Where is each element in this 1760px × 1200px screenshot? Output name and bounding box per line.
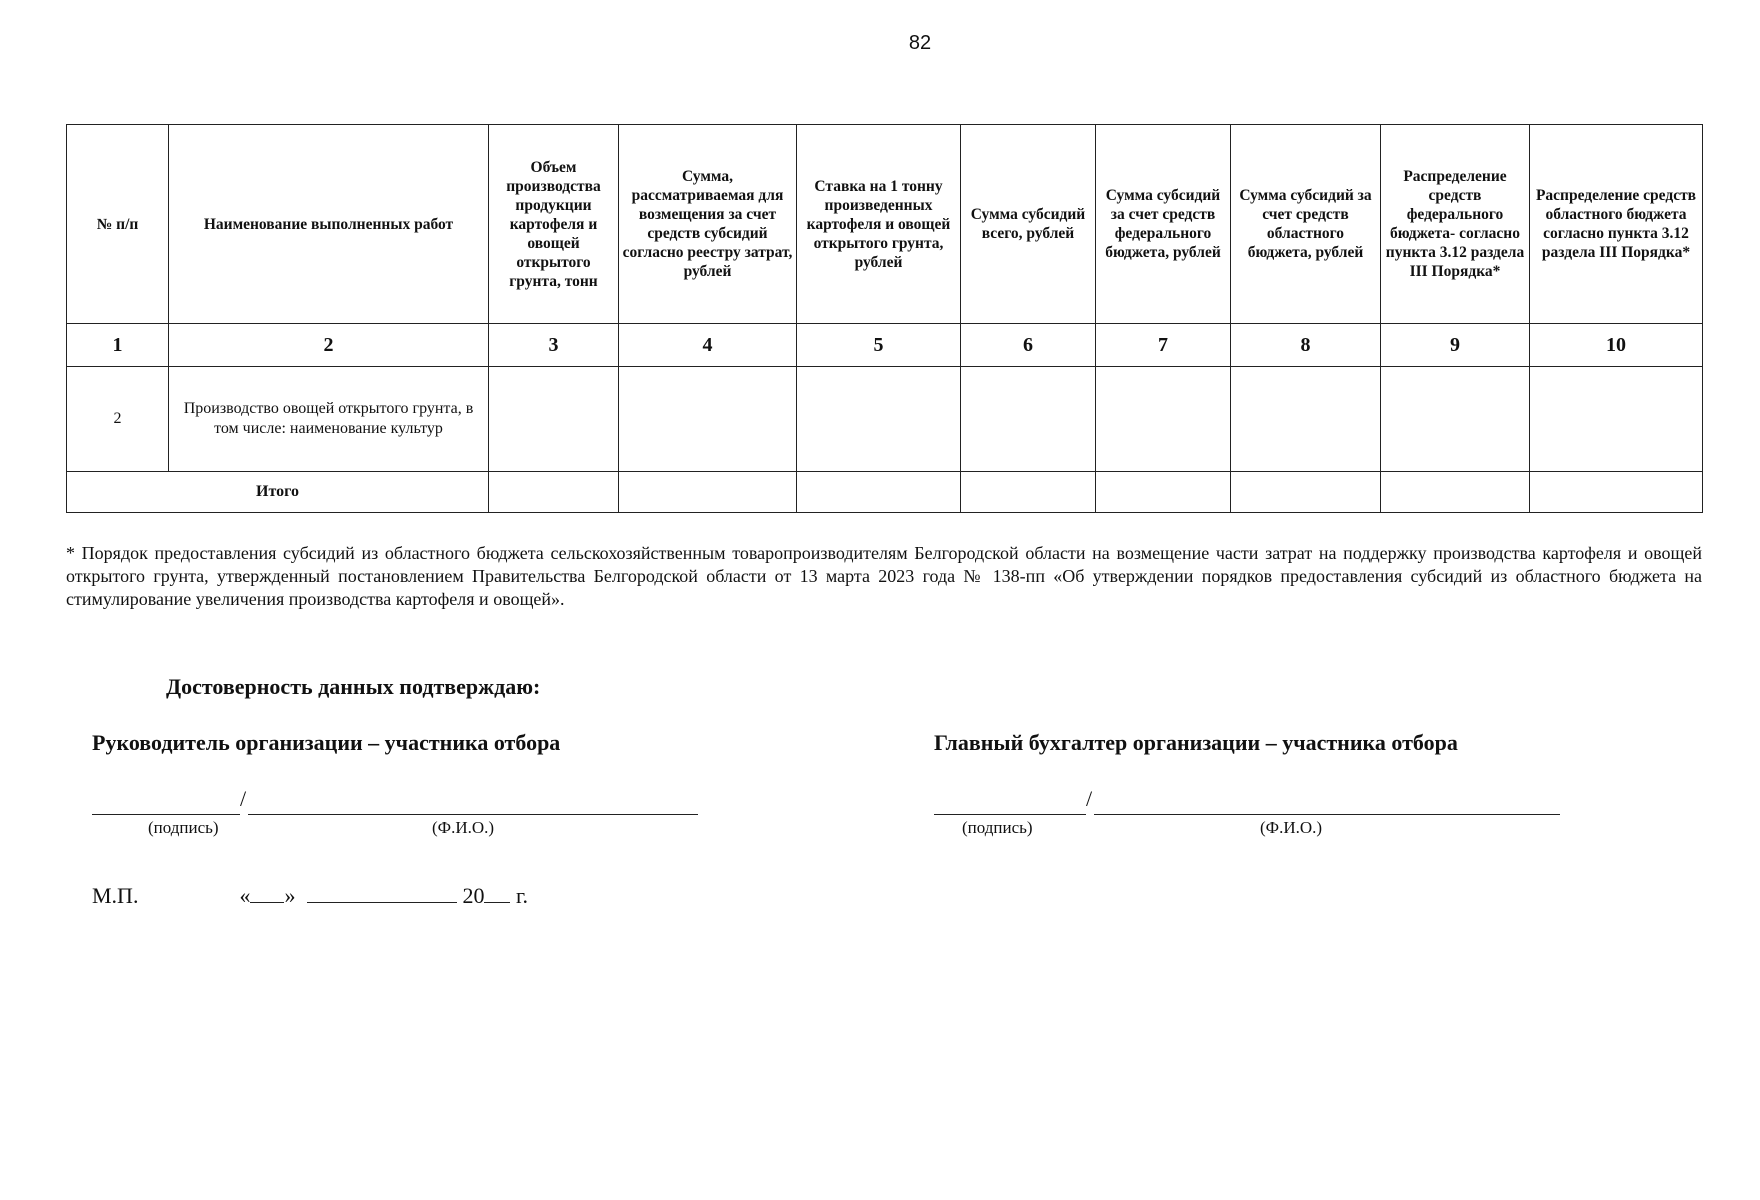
accountant-name-caption: (Ф.И.О.): [1260, 818, 1323, 837]
head-signature-title: Руководитель организации – участника отбора: [92, 730, 561, 755]
header-cell: Объем производства продукции картофеля и овощей открытого грунта, тонн: [489, 125, 619, 324]
accountant-slash: /: [1086, 786, 1093, 811]
column-number: 3: [489, 324, 619, 367]
total-cell: [619, 472, 797, 513]
column-number: 10: [1530, 324, 1703, 367]
header-cell: Распределение средств областного бюджета согласно пункта 3.12 раздела III Порядка*: [1530, 125, 1703, 324]
table-row: [67, 367, 1703, 472]
accountant-signature-title: Главный бухгалтер организации – участника отбора: [934, 730, 1458, 755]
accountant-name-line: [1094, 788, 1560, 815]
stamp-label: М.П.: [92, 883, 139, 908]
column-number: 7: [1096, 324, 1231, 367]
total-label: Итого: [67, 472, 489, 513]
total-cell: [961, 472, 1096, 513]
table-cell: [961, 367, 1096, 472]
row-name: Производство овощей открытого грунта, в том числе: наименование культур: [169, 367, 489, 472]
table-cell: [489, 367, 619, 472]
table-cell: [1096, 367, 1231, 472]
total-cell: [1231, 472, 1381, 513]
row-number: 2: [67, 367, 169, 472]
year-suffix: г.: [515, 883, 528, 908]
column-number: 8: [1231, 324, 1381, 367]
stamp-date-row: [92, 880, 528, 909]
total-cell: [797, 472, 961, 513]
header-cell: Ставка на 1 тонну произведенных картофеля и овощей открытого грунта, рублей: [797, 125, 961, 324]
month-blank: [307, 880, 457, 903]
header-row: [67, 125, 1703, 324]
column-number: 6: [961, 324, 1096, 367]
header-cell: Сумма субсидий всего, рублей: [961, 125, 1096, 324]
total-cell: [1381, 472, 1530, 513]
column-number: 4: [619, 324, 797, 367]
accountant-signature-line: [934, 788, 1086, 815]
total-cell: [1096, 472, 1231, 513]
header-cell: Сумма, рассматриваемая для возмещения за счет средств субсидий согласно реестру затрат, рублей: [619, 125, 797, 324]
header-cell: Наименование выполненных работ: [169, 125, 489, 324]
day-blank: [250, 880, 284, 903]
column-number: 1: [67, 324, 169, 367]
head-name-caption: (Ф.И.О.): [432, 818, 495, 837]
header-cell: № п/п: [67, 125, 169, 324]
total-row: [67, 472, 1703, 513]
header-cell: Сумма субсидий за счет средств федерального бюджета, рублей: [1096, 125, 1231, 324]
column-number-row: [67, 324, 1703, 367]
date-quote-open: «: [239, 883, 251, 908]
total-cell: [489, 472, 619, 513]
head-slash: /: [240, 786, 247, 811]
table-cell: [1381, 367, 1530, 472]
table-cell: [1231, 367, 1381, 472]
head-signature-line: [92, 788, 240, 815]
date-quote-close: »: [284, 883, 296, 908]
works-table: [66, 124, 1703, 513]
column-number: 5: [797, 324, 961, 367]
footnote: * Порядок предоставления субсидий из областного бюджета сельскохозяйственным товаропроизводителям Белгородской области на возмещение части затрат на поддержку производства картофеля и овощей открытого грунта, утвержденный постановлением Правительства Белгородской области от 13 марта 2023 года № 138-пп «Об утверждении порядков предоставления субсидий из областного бюджета на стимулирование увеличения производства картофеля и овощей».: [66, 543, 1702, 609]
year-prefix: 20: [462, 883, 485, 908]
confirmation-heading: Достоверность данных подтверждаю:: [166, 674, 541, 699]
page-number: 82: [908, 32, 932, 54]
head-signature-caption: (подпись): [148, 818, 219, 837]
table-cell: [797, 367, 961, 472]
column-number: 9: [1381, 324, 1530, 367]
table-cell: [619, 367, 797, 472]
header-cell: Распределение средств федерального бюджета- согласно пункта 3.12 раздела III Порядка*: [1381, 125, 1530, 324]
total-cell: [1530, 472, 1703, 513]
column-number: 2: [169, 324, 489, 367]
head-name-line: [248, 788, 698, 815]
table-cell: [1530, 367, 1703, 472]
accountant-signature-caption: (подпись): [962, 818, 1033, 837]
header-cell: Сумма субсидий за счет средств областного бюджета, рублей: [1231, 125, 1381, 324]
year-blank: [484, 880, 510, 903]
